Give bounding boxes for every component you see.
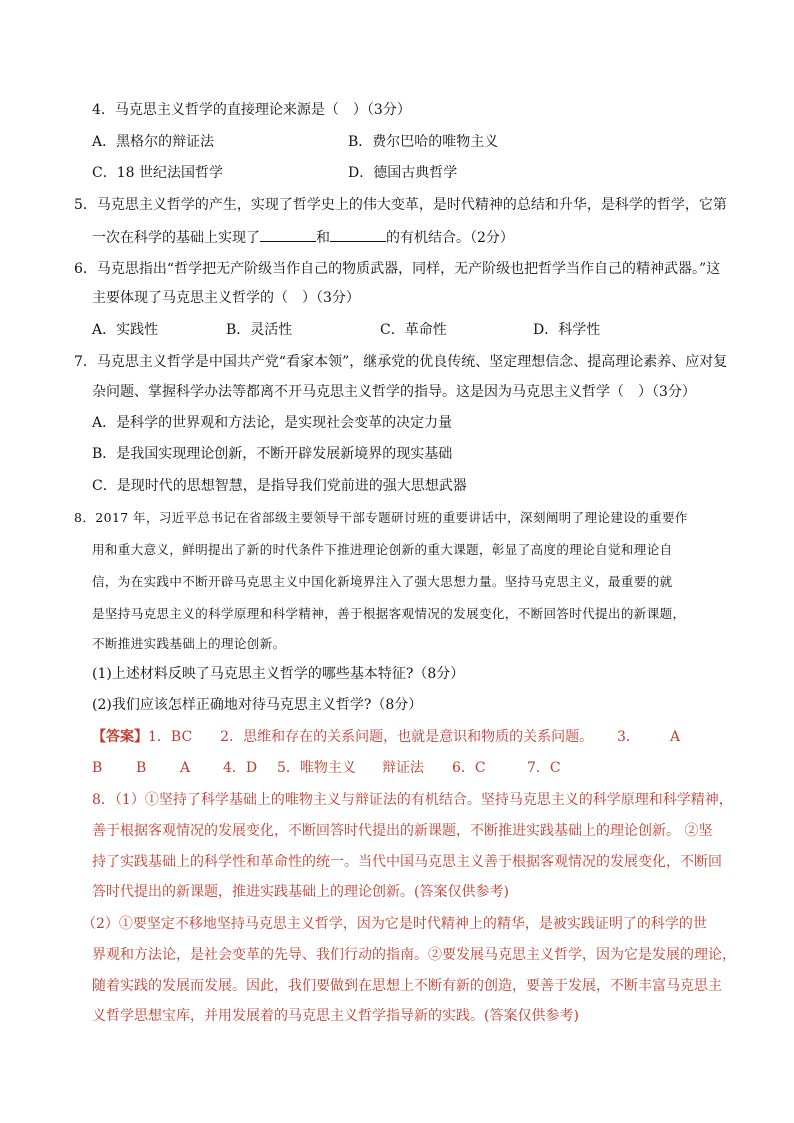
answer-8-1-line4: 答时代提出的新课题，推进实践基础上的理论创新。(答案仅供参考)	[92, 884, 509, 900]
q8-line4: 是坚持马克思主义的科学原理和科学精神，善于根据客观情况的发展变化，不断回答时代提出的新课题，	[92, 606, 686, 621]
answer-8-2-line1: （2）①要坚定不移地坚持马克思主义哲学，因为它是时代精神上的精华，是被实践证明了的科学的世	[82, 916, 707, 932]
answer-8-1-line2: 善于根据客观情况的发展变化，不断回答时代提出的新课题，不断推进实践基础上的理论创新。 ②坚	[92, 823, 713, 839]
q6-option-d: D．科学性	[533, 322, 601, 338]
q7-option-b: B．是我国实现理论创新，不断开辟发展新境界的现实基础	[92, 446, 453, 462]
q6-line1: 6．马克思指出“哲学把无产阶级当作自己的物质武器，同样，无产阶级也把哲学当作自己的精神武器。”这	[74, 261, 721, 277]
q5-text-a: 一次在科学的基础上实现了	[92, 230, 260, 246]
answer-5a: 5．唯物主义	[277, 760, 356, 776]
answer-7: 7．C	[527, 760, 561, 776]
q5-line1: 5．马克思主义哲学的产生，实现了哲学史上的伟大变革，是时代精神的总结和升华，是科学的哲学，它第	[74, 197, 727, 213]
q7-line1: 7．马克思主义哲学是中国共产党“看家本领”，继承党的优良传统、坚定理想信念、提高理论素养、应对复	[74, 354, 728, 370]
answer-3-cont-1: B	[92, 760, 103, 776]
q8-sub1: (1)上述材料反映了马克思主义哲学的哪些基本特征?（8分）	[92, 666, 465, 682]
q8-line2: 用和重大意义，鲜明提出了新的时代条件下推进理论创新的重大课题，彰显了高度的理论自觉和理论自	[92, 542, 673, 557]
q7-option-c: C．是现时代的思想智慧，是指导我们党前进的强大思想武器	[92, 478, 467, 494]
q6-option-c: C．革命性	[380, 322, 447, 338]
q5-blank-1	[260, 227, 316, 242]
q8-line5: 不断推进实践基础上的理论创新。	[92, 636, 286, 651]
q4-stem: 4．马克思主义哲学的直接理论来源是（ ）（3分）	[92, 102, 411, 118]
q6-option-a: A．实践性	[92, 322, 159, 338]
q5-line2	[92, 227, 514, 248]
q5-text-b: 和	[316, 230, 330, 246]
q5-text-c: 的有机结合。（2分）	[386, 230, 514, 246]
answer-8-1-line3: 持了实践基础上的科学性和革命性的统一。当代中国马克思主义善于根据客观情况的发展变化，不断回	[92, 854, 722, 870]
q5-blank-2	[330, 227, 386, 242]
answer-tag: 【答案】	[92, 729, 148, 745]
answer-8-2-line3: 随着实践的发展而发展。因此，我们要做到在思想上不断有新的创造，要善于发展，不断丰富马克思主	[92, 978, 722, 994]
q6-option-b: B．灵活性	[226, 322, 293, 338]
answer-5b: 辩证法	[382, 760, 424, 776]
answer-3-cont-2: B	[136, 760, 147, 776]
q4-option-a: A．黑格尔的辩证法	[92, 134, 215, 150]
answer-row1	[92, 727, 593, 747]
answer-3-value: A	[670, 729, 681, 745]
q7-line2: 杂问题、掌握科学办法等都离不开马克思主义哲学的指导。这是因为马克思主义哲学（ ）（3分）	[92, 384, 696, 400]
answer-8-1-line1: 8．（1）①坚持了科学基础上的唯物主义与辩证法的有机结合。坚持马克思主义的科学原理和科学精神，	[92, 792, 733, 808]
answer-6: 6．C	[452, 760, 486, 776]
answer-3-cont-3: A	[180, 760, 191, 776]
q8-sub2: (2)我们应该怎样正确地对待马克思主义哲学?（8分）	[92, 697, 423, 713]
q4-option-b: B．费尔巴哈的唯物主义	[348, 134, 499, 150]
q8-line1: 8．2017 年，习近平总书记在省部级主要领导干部专题研讨班的重要讲话中，深刻阐明了理论建设的重要作	[74, 510, 688, 525]
answer-8-2-line2: 界观和方法论，是社会变革的先导、我们行动的指南。②要发展马克思主义哲学，因为它是发展的理论，	[92, 947, 736, 963]
q6-line2: 主要体现了马克思主义哲学的（ ）（3分）	[92, 290, 360, 306]
answer-4: 4．D	[223, 760, 258, 776]
q4-option-d: D．德国古典哲学	[348, 165, 458, 181]
answer-3-label: 3．	[617, 729, 640, 745]
answer-8-2-line4: 义哲学思想宝库，并用发展着的马克思主义哲学指导新的实践。(答案仅供参考)	[92, 1008, 579, 1024]
answer-1: 1．BC	[148, 729, 193, 745]
q4-option-c: C．18 世纪法国哲学	[92, 165, 223, 181]
q7-option-a: A．是科学的世界观和方法论，是实现社会变革的决定力量	[92, 415, 453, 431]
answer-2: 2．思维和存在的关系问题，也就是意识和物质的关系问题。	[220, 729, 594, 745]
q8-line3: 信，为在实践中不断开辟马克思主义中国化新境界注入了强大思想力量。坚持马克思主义，最重要的就	[92, 574, 673, 589]
